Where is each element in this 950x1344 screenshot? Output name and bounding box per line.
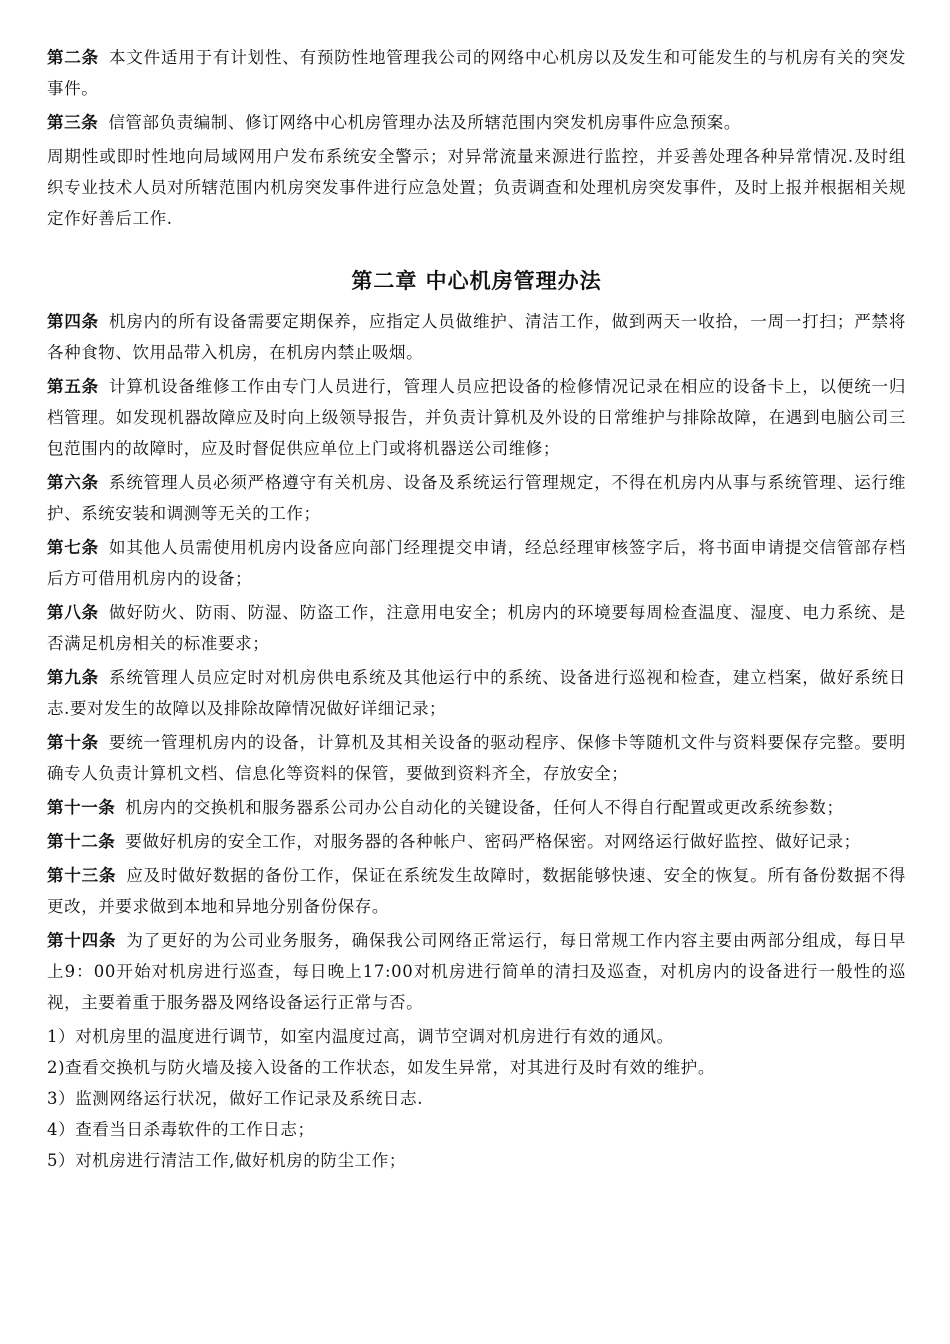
article-text: 要统一管理机房内的设备，计算机及其相关设备的驱动程序、保修卡等随机文件与资料要保存完整。要明确专人负责计算机文档、信息化等资料的保管，要做到资料齐全，存放安全； [47, 733, 906, 783]
list-item: 5）对机房进行清洁工作,做好机房的防尘工作； [47, 1151, 406, 1170]
article-label: 第八条 [47, 603, 99, 622]
article-label: 第四条 [47, 312, 99, 331]
article-label: 第十二条 [47, 832, 116, 851]
article-label: 第六条 [47, 473, 99, 492]
article-text: 机房内的所有设备需要定期保养，应指定人员做维护、清洁工作，做到两天一收拾，一周一打扫；严禁将各种食物、饮用品带入机房，在机房内禁止吸烟。 [47, 312, 906, 362]
list-item: 2)查看交换机与防火墙及接入设备的工作状态，如发生异常，对其进行及时有效的维护。 [47, 1058, 715, 1077]
article-label: 第三条 [47, 113, 99, 132]
article-2 [47, 42, 906, 104]
article-14 [47, 925, 906, 1018]
article-text: 应及时做好数据的备份工作，保证在系统发生故障时，数据能够快速、安全的恢复。所有备份数据不得更改，并要求做到本地和异地分别备份保存。 [47, 866, 906, 916]
article-8 [47, 597, 906, 659]
article-label: 第九条 [47, 668, 99, 687]
article-13 [47, 860, 906, 922]
article-11 [47, 792, 906, 823]
article-label: 第十四条 [47, 931, 117, 950]
article-7 [47, 532, 906, 594]
responsibility-paragraph: 周期性或即时性地向局域网用户发布系统安全警示；对异常流量来源进行监控，并妥善处理各种异常情况.及时组织专业技术人员对所辖范围内机房突发事件进行应急处置；负责调查和处理机房突发事件，及时上报并根据相关规定作好善后工作. [47, 147, 906, 228]
article-text: 本文件适用于有计划性、有预防性地管理我公司的网络中心机房以及发生和可能发生的与机房有关的突发事件。 [47, 48, 906, 98]
article-5 [47, 371, 906, 464]
list-item: 3）监测网络运行状况，做好工作记录及系统日志. [47, 1089, 424, 1108]
article-4 [47, 306, 906, 368]
article-text: 系统管理人员应定时对机房供电系统及其他运行中的系统、设备进行巡视和检查，建立档案，做好系统日志.要对发生的故障以及排除故障情况做好详细记录； [47, 668, 906, 718]
article-text: 要做好机房的安全工作，对服务器的各种帐户、密码严格保密。对网络运行做好监控、做好记录； [125, 832, 861, 851]
article-label: 第五条 [47, 377, 99, 396]
article-10 [47, 727, 906, 789]
article-label: 第十条 [47, 733, 99, 752]
list-item: 1）对机房里的温度进行调节，如室内温度过高，调节空调对机房进行有效的通风。 [47, 1027, 674, 1046]
article-label: 第七条 [47, 538, 99, 557]
article-text: 为了更好的为公司业务服务，确保我公司网络正常运行，每日常规工作内容主要由两部分组成，每日早上9：00开始对机房进行巡查，每日晚上17:00对机房进行简单的清扫及巡查，对机房内的设备进行一般性的巡视，主要着重于服务器及网络设备运行正常与否。 [47, 931, 906, 1012]
article-6 [47, 467, 906, 529]
article-text: 计算机设备维修工作由专门人员进行，管理人员应把设备的检修情况记录在相应的设备卡上，以便统一归档管理。如发现机器故障应及时向上级领导报告，并负责计算机及外设的日常维护与排除故障，在遇到电脑公司三包范围内的故障时，应及时督促供应单位上门或将机器送公司维修； [47, 377, 906, 458]
article-text: 信管部负责编制、修订网络中心机房管理办法及所辖范围内突发机房事件应急预案。 [108, 113, 742, 132]
article-label: 第十三条 [47, 866, 117, 885]
article-12 [47, 826, 906, 857]
article-9 [47, 662, 906, 724]
article-label: 第二条 [47, 48, 99, 67]
article-text: 机房内的交换机和服务器系公司办公自动化的关键设备，任何人不得自行配置或更改系统参数； [125, 798, 844, 817]
article-text: 系统管理人员必须严格遵守有关机房、设备及系统运行管理规定，不得在机房内从事与系统管理、运行维护、系统安装和调测等无关的工作； [47, 473, 906, 523]
chapter-title: 第二章 中心机房管理办法 [351, 269, 602, 293]
article-text: 如其他人员需使用机房内设备应向部门经理提交申请，经总经理审核签字后，将书面申请提交信管部存档后方可借用机房内的设备； [47, 538, 906, 588]
article-3 [47, 107, 906, 138]
list-item: 4）查看当日杀毒软件的工作日志； [47, 1120, 315, 1139]
article-text: 做好防火、防雨、防湿、防盗工作，注意用电安全；机房内的环境要每周检查温度、湿度、电力系统、是否满足机房相关的标准要求； [47, 603, 906, 653]
article-label: 第十一条 [47, 798, 116, 817]
